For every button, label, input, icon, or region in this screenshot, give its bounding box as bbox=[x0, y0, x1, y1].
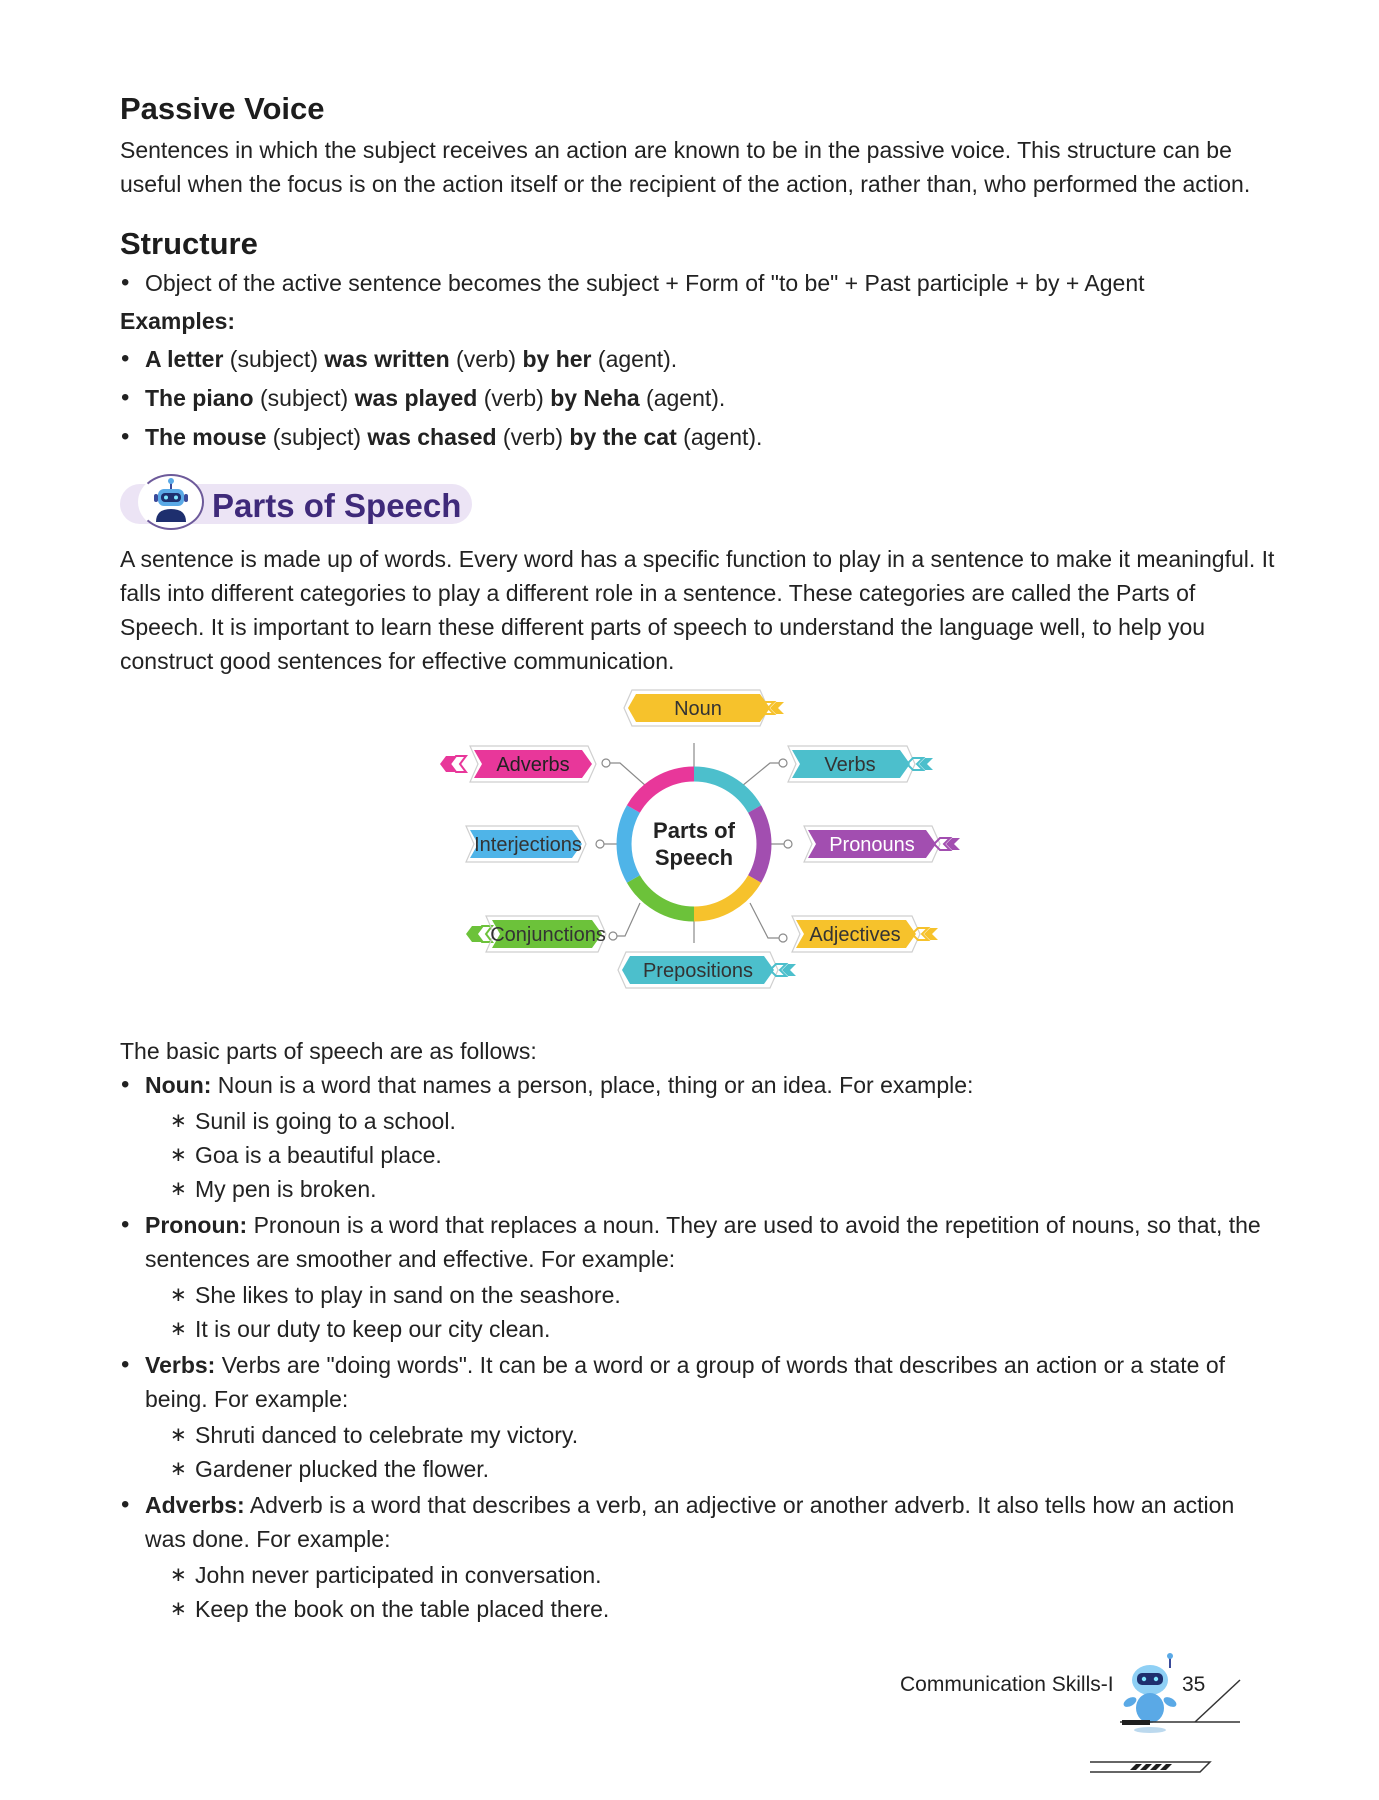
passive-voice-paragraph: Sentences in which the subject receives an action are known to be in the passive voice. This structure can be useful when the focus is on the action itself or the recipient of the action, rather than, who performed the action. bbox=[120, 137, 1251, 198]
example-sentence: ∗ Keep the book on the table placed there. bbox=[170, 1592, 1280, 1626]
parts-of-speech-banner bbox=[120, 474, 1280, 532]
node-noun bbox=[624, 690, 784, 726]
node-adjectives bbox=[792, 916, 938, 952]
example-sentence: ∗ Goa is a beautiful place. bbox=[170, 1138, 1280, 1172]
structure-list bbox=[120, 266, 1280, 300]
structure-bullet: • Object of the active sentence becomes the subject + Form of "to be" + Past participle + by + Agent bbox=[120, 266, 1280, 300]
page-number: 35 bbox=[1182, 1673, 1206, 1696]
parts-of-speech-intro: A sentence is made up of words. Every word has a specific function to play in a sentence to make it meaningful. It falls into different categories to play a different role in a sentence. These categories are called the Parts of Speech. It is important to learn these different parts of speech to understand the language well, to help you construct good sentences for effective communication. bbox=[120, 546, 1275, 675]
node-prepositions-label: Prepositions bbox=[642, 960, 754, 983]
verbs-examples bbox=[145, 1418, 1280, 1486]
basic-parts-intro: The basic parts of speech are as follows: bbox=[120, 1038, 537, 1065]
footer-accent-lines bbox=[1090, 1680, 1240, 1772]
center-label-line1: Parts of bbox=[653, 818, 735, 844]
node-pronouns-label: Pronouns bbox=[829, 834, 915, 857]
robot-icon bbox=[140, 476, 202, 528]
part-item-noun: • Noun: Noun is a word that names a person, place, thing or an idea. For example: ∗ Sunil is going to a school. ∗ Goa is a beautiful place. ∗ My pen is broken. bbox=[120, 1068, 1280, 1206]
node-conjunctions bbox=[466, 916, 606, 952]
example-sentence: ∗ Sunil is going to a school. bbox=[170, 1104, 1280, 1138]
center-circle bbox=[632, 782, 756, 906]
node-interjections bbox=[466, 826, 586, 862]
node-adverbs bbox=[440, 746, 596, 782]
example-item: • A letter (subject) was written (verb) by her (agent). bbox=[120, 342, 1280, 376]
node-interjections-label: Interjections bbox=[474, 834, 582, 857]
footer-subject: Communication Skills-I bbox=[900, 1673, 1114, 1696]
examples-list bbox=[120, 342, 1280, 454]
example-sentence: ∗ Gardener plucked the flower. bbox=[170, 1452, 1280, 1486]
center-label-line2: Speech bbox=[654, 845, 734, 871]
passive-voice-heading: Passive Voice bbox=[120, 91, 325, 126]
example-item: • The piano (subject) was played (verb) by Neha (agent). bbox=[120, 381, 1280, 415]
examples-label: Examples: bbox=[120, 308, 236, 335]
part-item-verbs: • Verbs: Verbs are "doing words". It can be a word or a group of words that describes an action or a state of being. For example: ∗ Shruti danced to celebrate my victory. ∗ Gardener plucked the flower. bbox=[120, 1348, 1280, 1486]
example-sentence: ∗ Shruti danced to celebrate my victory. bbox=[170, 1418, 1280, 1452]
pronoun-examples bbox=[145, 1278, 1280, 1346]
node-pronouns bbox=[804, 826, 960, 862]
node-verbs bbox=[788, 746, 933, 782]
node-noun-label: Noun bbox=[674, 698, 722, 721]
adverbs-examples bbox=[145, 1558, 1280, 1626]
node-verbs-label: Verbs bbox=[824, 754, 876, 777]
node-adverbs-label: Adverbs bbox=[496, 754, 570, 777]
node-conjunctions-label: Conjunctions bbox=[490, 924, 606, 947]
content bbox=[120, 90, 1280, 1628]
noun-examples bbox=[145, 1104, 1280, 1206]
robot-badge bbox=[138, 474, 204, 530]
example-sentence: ∗ My pen is broken. bbox=[170, 1172, 1280, 1206]
example-sentence: ∗ John never participated in conversation. bbox=[170, 1558, 1280, 1592]
parts-of-speech-title: Parts of Speech bbox=[212, 487, 462, 525]
example-sentence: ∗ She likes to play in sand on the seashore. bbox=[170, 1278, 1280, 1312]
structure-heading: Structure bbox=[120, 226, 258, 262]
parts-list bbox=[120, 1068, 1280, 1626]
footer-robot-decoration bbox=[1090, 1650, 1350, 1780]
example-item: • The mouse (subject) was chased (verb) by the cat (agent). bbox=[120, 420, 1280, 454]
node-prepositions bbox=[618, 952, 796, 988]
part-item-pronoun: • Pronoun: Pronoun is a word that replaces a noun. They are used to avoid the repetition of nouns, so that, the sentences are smoother and effective. For example: ∗ She likes to play in sand on the seashore. ∗ It is our duty to keep our city clean. bbox=[120, 1208, 1280, 1346]
diagram-svg bbox=[120, 688, 1280, 1028]
node-adjectives-label: Adjectives bbox=[809, 924, 901, 947]
part-item-adverbs: • Adverbs: Adverb is a word that describes a verb, an adjective or another adverb. It also tells how an action was done. For example: ∗ John never participated in conversation. ∗ Keep the book on the table placed there. bbox=[120, 1488, 1280, 1626]
example-sentence: ∗ It is our duty to keep our city clean. bbox=[170, 1312, 1280, 1346]
parts-of-speech-diagram bbox=[120, 688, 1280, 1028]
